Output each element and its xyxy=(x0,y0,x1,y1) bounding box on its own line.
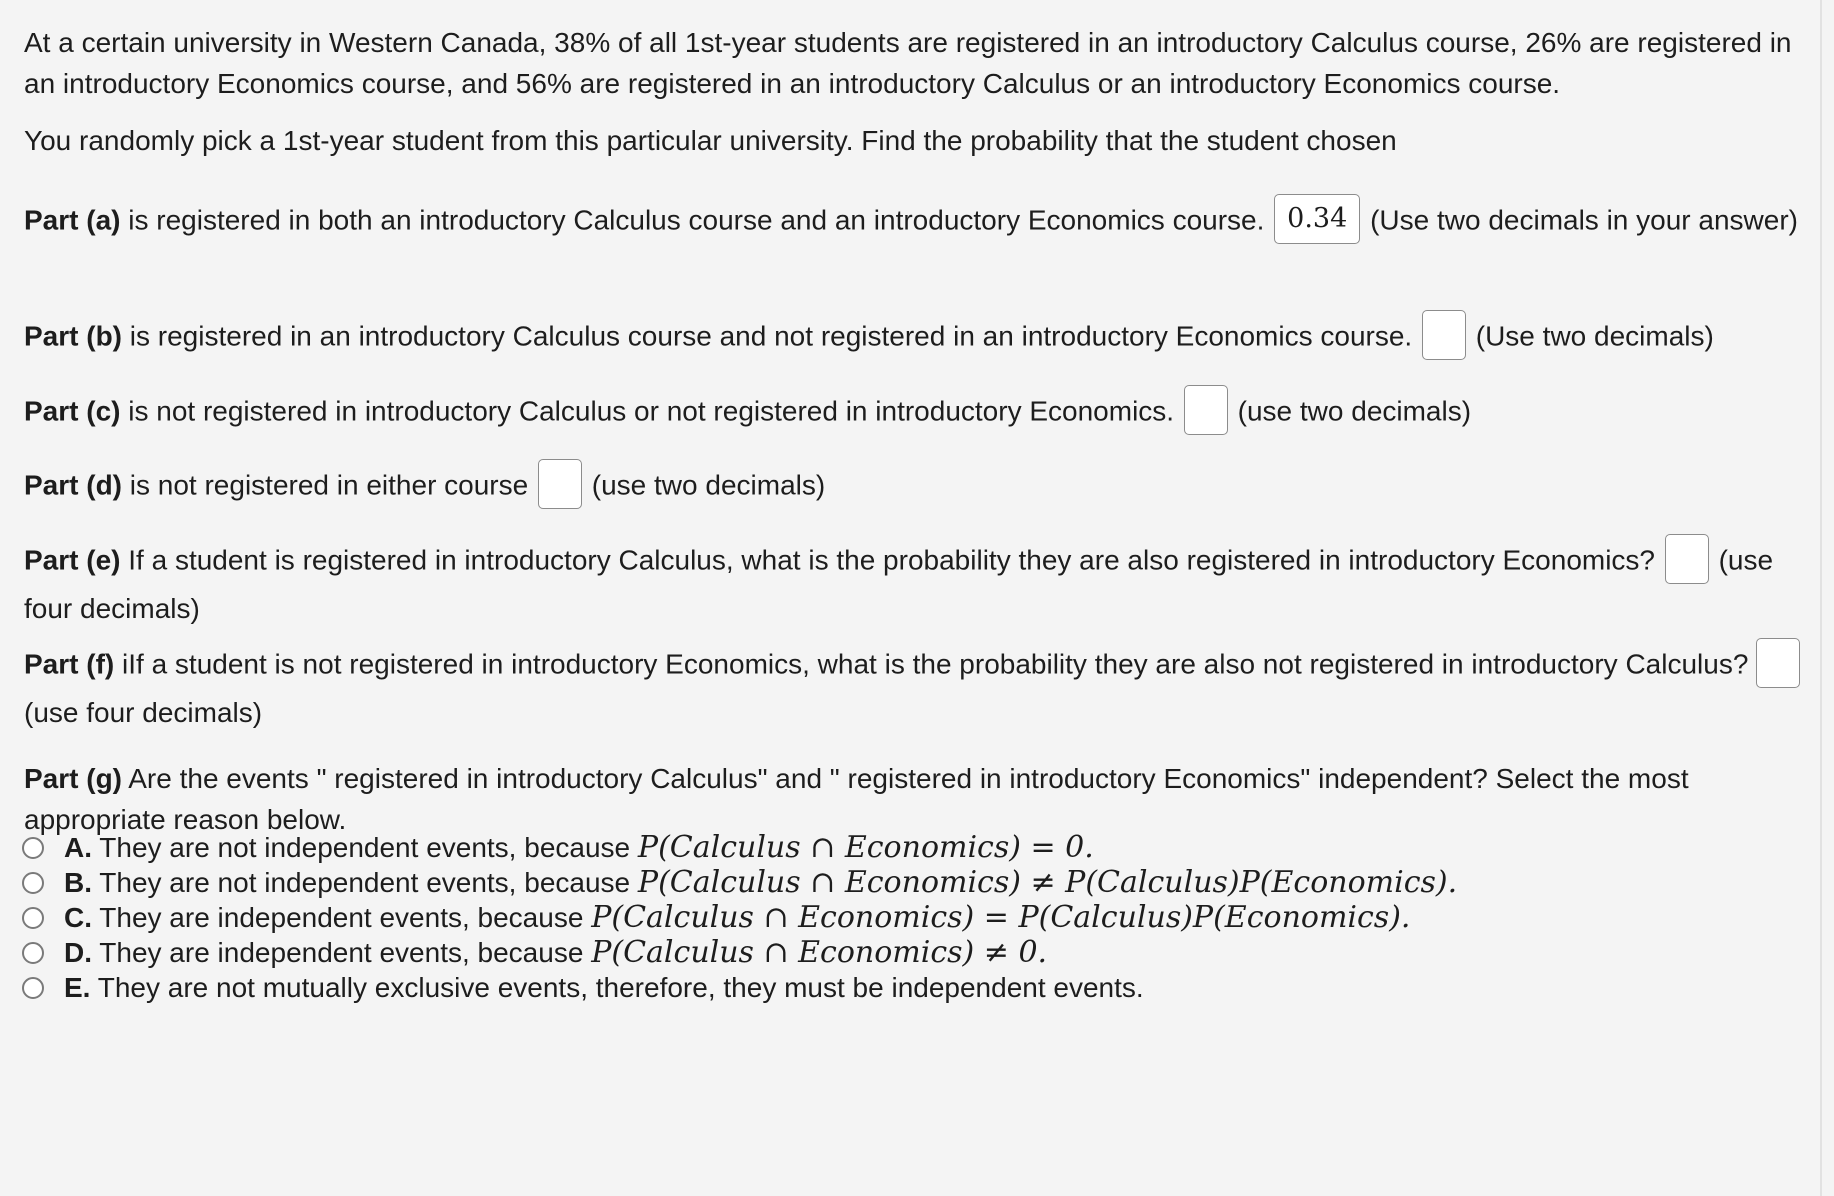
option-d-expression: P(Calculus ∩ Economics) ≠ 0. xyxy=(591,935,1048,970)
part-f-hint: (use four decimals) xyxy=(24,697,263,728)
intro-paragraph: At a certain university in Western Canada, 38% of all 1st-year students are registered in an introductory Calculus course, 26% are registered in an introductory Economics course, and 56% are registered in an introductory Calculus or an introductory Economics course. xyxy=(24,27,1792,99)
instruction-paragraph: You randomly pick a 1st-year student from this particular university. Find the probability that the student chosen xyxy=(24,125,1397,156)
option-e-letter: E. xyxy=(64,972,91,1003)
part-c xyxy=(24,388,1804,438)
option-d-radio[interactable] xyxy=(22,942,44,964)
option-a-radio[interactable] xyxy=(22,837,44,859)
part-d xyxy=(24,462,1804,512)
part-d-label: Part (d) xyxy=(24,469,122,501)
part-f-answer-input[interactable] xyxy=(1756,638,1800,688)
option-c-radio[interactable] xyxy=(22,907,44,929)
part-b-text: is registered in an introductory Calculus course and not registered in an introductory Economics course. xyxy=(129,320,1413,352)
part-e-answer-input[interactable] xyxy=(1665,534,1709,584)
option-d-letter: D. xyxy=(64,937,92,968)
part-d-text: is not registered in either course xyxy=(129,469,529,501)
part-a-answer-input[interactable]: 0.34 xyxy=(1274,194,1360,244)
option-d-text: They are independent events, because xyxy=(99,937,584,968)
part-c-hint: (use two decimals) xyxy=(1237,395,1472,427)
part-e-hint: (use four decimals) xyxy=(24,544,1774,624)
part-e xyxy=(24,537,1804,631)
part-d-answer-input[interactable] xyxy=(538,459,582,509)
part-f-label: Part (f) xyxy=(24,648,115,680)
option-a-text: They are not independent events, because xyxy=(99,832,631,863)
part-d-hint: (use two decimals) xyxy=(591,469,826,501)
option-b-expression: P(Calculus ∩ Economics) ≠ P(Calculus)P(Economics). xyxy=(637,865,1458,900)
option-a-letter: A. xyxy=(64,832,92,863)
option-a-expression: P(Calculus ∩ Economics) = 0. xyxy=(637,830,1094,865)
part-b-label: Part (b) xyxy=(24,320,122,352)
part-e-label: Part (e) xyxy=(24,544,121,576)
part-a-hint: (Use two decimals in your answer) xyxy=(1370,204,1798,236)
part-f xyxy=(24,641,1804,735)
part-c-text: is not registered in introductory Calculus or not registered in introductory Economics. xyxy=(128,395,1175,427)
part-e-text: If a student is registered in introductory Calculus, what is the probability they are also registered in introductory Economics? xyxy=(128,544,1656,576)
part-b xyxy=(24,313,1804,363)
part-g-label: Part (g) xyxy=(24,763,122,794)
part-b-answer-input[interactable] xyxy=(1422,310,1466,360)
part-a-text: is registered in both an introductory Calculus course and an introductory Economics course. xyxy=(128,204,1265,236)
option-b-letter: B. xyxy=(64,867,92,898)
option-c-expression: P(Calculus ∩ Economics) = P(Calculus)P(Economics). xyxy=(591,900,1411,935)
option-e[interactable] xyxy=(22,967,1144,1008)
part-b-hint: (Use two decimals) xyxy=(1475,320,1714,352)
option-e-radio[interactable] xyxy=(22,977,44,999)
option-c-letter: C. xyxy=(64,902,92,933)
part-f-text: iIf a student is not registered in introductory Economics, what is the probability they are also not registered in introductory Calculus? xyxy=(122,648,1749,680)
part-c-answer-input[interactable] xyxy=(1184,385,1228,435)
option-b-text: They are not independent events, because xyxy=(99,867,631,898)
option-e-text: They are not mutually exclusive events, therefore, they must be independent events. xyxy=(97,972,1144,1003)
part-a-label: Part (a) xyxy=(24,204,121,236)
option-c-text: They are independent events, because xyxy=(99,902,584,933)
part-c-label: Part (c) xyxy=(24,395,121,427)
part-a xyxy=(24,197,1804,247)
part-g-text: Are the events " registered in introductory Calculus" and " registered in introductory Economics" independent? Select the most appropriate reason below. xyxy=(24,763,1689,835)
option-e-content xyxy=(64,967,1144,1008)
option-b-radio[interactable] xyxy=(22,872,44,894)
